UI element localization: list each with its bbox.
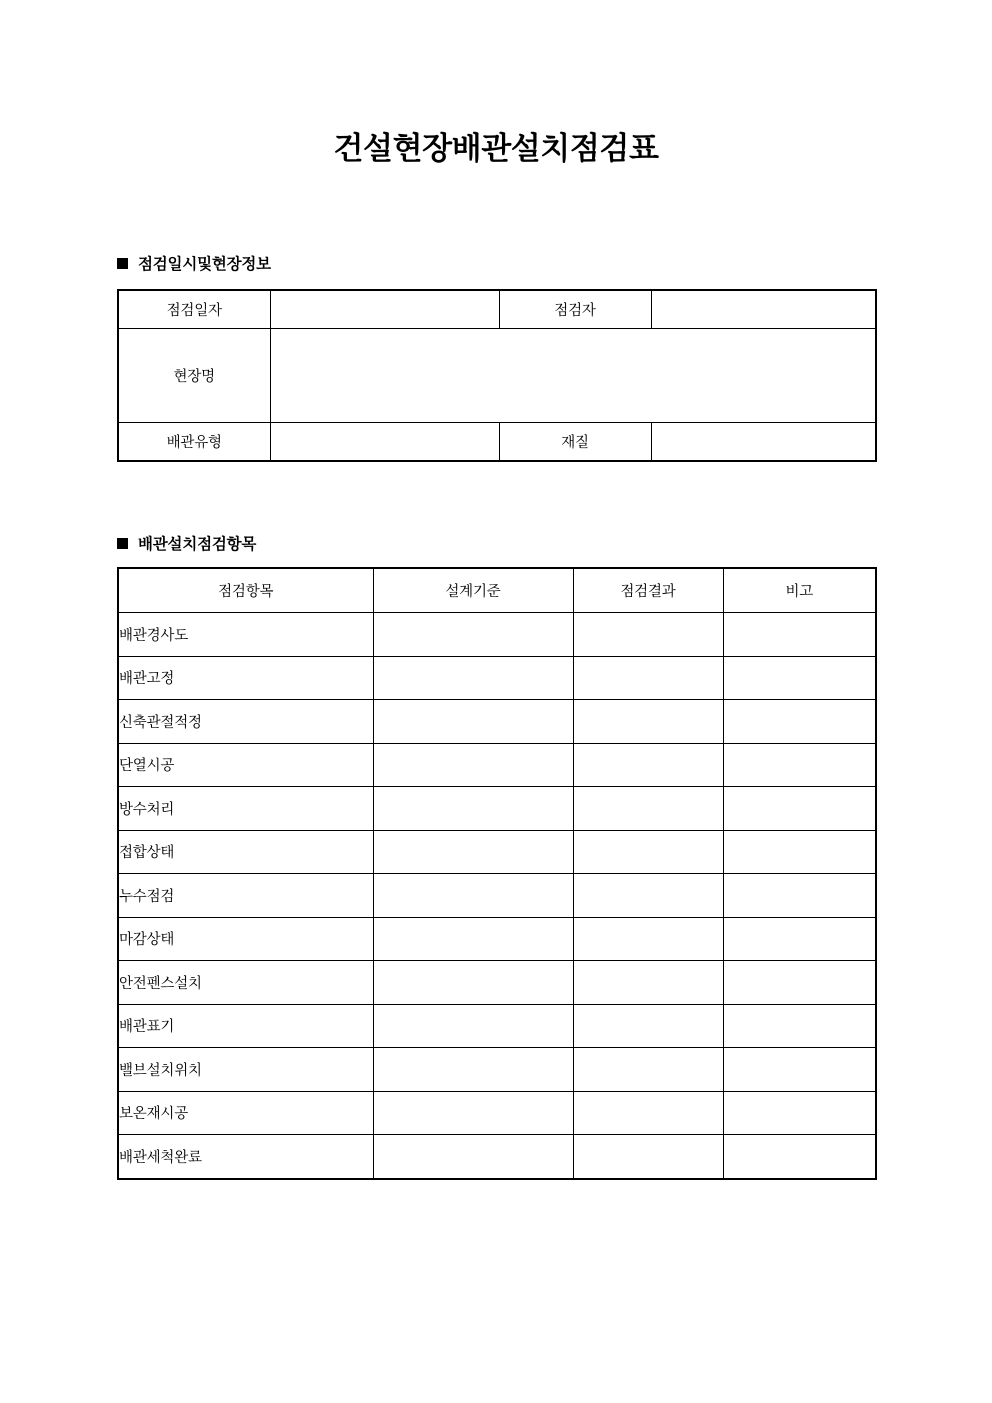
table-row: [118, 613, 876, 657]
checklist-remarks[interactable]: [723, 917, 876, 961]
table-row: [118, 874, 876, 918]
checklist-result[interactable]: [573, 743, 723, 787]
table-row: [118, 1091, 876, 1135]
checklist-remarks[interactable]: [723, 743, 876, 787]
table-row: [118, 787, 876, 831]
checklist-remarks[interactable]: [723, 656, 876, 700]
checklist-item-name: 단열시공: [118, 743, 373, 787]
table-row: [118, 700, 876, 744]
checklist-design-standard[interactable]: [373, 1004, 573, 1048]
checklist-design-standard[interactable]: [373, 700, 573, 744]
checklist-result[interactable]: [573, 1048, 723, 1092]
checklist-item-name: 배관경사도: [118, 613, 373, 657]
filled-square-bullet-icon: [117, 258, 128, 269]
label-material: 재질: [499, 423, 651, 462]
table-row: [118, 1004, 876, 1048]
checklist-item-name: 밸브설치위치: [118, 1048, 373, 1092]
field-material[interactable]: [651, 423, 876, 462]
column-header-remarks: 비고: [723, 568, 876, 613]
checklist-result[interactable]: [573, 830, 723, 874]
checklist-item-name: 접합상태: [118, 830, 373, 874]
table-row: [118, 329, 876, 423]
checklist-item-name: 신축관절적정: [118, 700, 373, 744]
section-heading-checklist-label: 배관설치점검항목: [138, 536, 257, 553]
checklist-design-standard[interactable]: [373, 917, 573, 961]
field-inspection-date[interactable]: [270, 290, 499, 329]
checklist-remarks[interactable]: [723, 1135, 876, 1179]
table-row: [118, 961, 876, 1005]
label-pipe-type: 배관유형: [118, 423, 270, 462]
checklist-item-name: 안전펜스설치: [118, 961, 373, 1005]
checklist-design-standard[interactable]: [373, 1135, 573, 1179]
table-row: [118, 1135, 876, 1179]
field-inspector[interactable]: [651, 290, 876, 329]
checklist-item-name: 배관세척완료: [118, 1135, 373, 1179]
table-row: [118, 423, 876, 462]
checklist-design-standard[interactable]: [373, 656, 573, 700]
checklist-design-standard[interactable]: [373, 830, 573, 874]
checklist-remarks[interactable]: [723, 830, 876, 874]
table-row: [118, 656, 876, 700]
checklist-design-standard[interactable]: [373, 874, 573, 918]
column-header-result: 점검결과: [573, 568, 723, 613]
site-info-table: [117, 289, 877, 462]
checklist-remarks[interactable]: [723, 874, 876, 918]
table-row: [118, 917, 876, 961]
checklist-result[interactable]: [573, 1091, 723, 1135]
section-heading-info: [117, 252, 271, 274]
checklist-remarks[interactable]: [723, 1048, 876, 1092]
table-row: [118, 290, 876, 329]
checklist-remarks[interactable]: [723, 613, 876, 657]
checklist-remarks[interactable]: [723, 961, 876, 1005]
column-header-design-standard: 설계기준: [373, 568, 573, 613]
label-inspection-date: 점검일자: [118, 290, 270, 329]
filled-square-bullet-icon: [117, 538, 128, 549]
label-inspector: 점검자: [499, 290, 651, 329]
checklist-remarks[interactable]: [723, 1004, 876, 1048]
checklist-item-name: 마감상태: [118, 917, 373, 961]
checklist-result[interactable]: [573, 656, 723, 700]
checklist-result[interactable]: [573, 1135, 723, 1179]
checklist-design-standard[interactable]: [373, 743, 573, 787]
checklist-result[interactable]: [573, 613, 723, 657]
table-row: [118, 830, 876, 874]
checklist-result[interactable]: [573, 1004, 723, 1048]
checklist-table: [117, 567, 877, 1180]
checklist-result[interactable]: [573, 874, 723, 918]
checklist-remarks[interactable]: [723, 787, 876, 831]
page-title: 건설현장배관설치점검표: [333, 131, 659, 166]
section-heading-checklist: [117, 532, 256, 554]
checklist-item-name: 방수처리: [118, 787, 373, 831]
checklist-result[interactable]: [573, 700, 723, 744]
checklist-result[interactable]: [573, 787, 723, 831]
table-row: [118, 1048, 876, 1092]
field-site-name[interactable]: [270, 329, 876, 423]
field-pipe-type[interactable]: [270, 423, 499, 462]
checklist-design-standard[interactable]: [373, 961, 573, 1005]
column-header-item: 점검항목: [118, 568, 373, 613]
checklist-design-standard[interactable]: [373, 1048, 573, 1092]
section-heading-info-label: 점검일시및현장정보: [138, 256, 271, 273]
checklist-design-standard[interactable]: [373, 613, 573, 657]
checklist-item-name: 보온재시공: [118, 1091, 373, 1135]
checklist-item-name: 누수점검: [118, 874, 373, 918]
checklist-remarks[interactable]: [723, 700, 876, 744]
checklist-design-standard[interactable]: [373, 1091, 573, 1135]
table-header-row: [118, 568, 876, 613]
checklist-result[interactable]: [573, 917, 723, 961]
checklist-remarks[interactable]: [723, 1091, 876, 1135]
checklist-item-name: 배관고정: [118, 656, 373, 700]
label-site-name: 현장명: [118, 329, 270, 423]
checklist-item-name: 배관표기: [118, 1004, 373, 1048]
checklist-design-standard[interactable]: [373, 787, 573, 831]
table-row: [118, 743, 876, 787]
checklist-result[interactable]: [573, 961, 723, 1005]
